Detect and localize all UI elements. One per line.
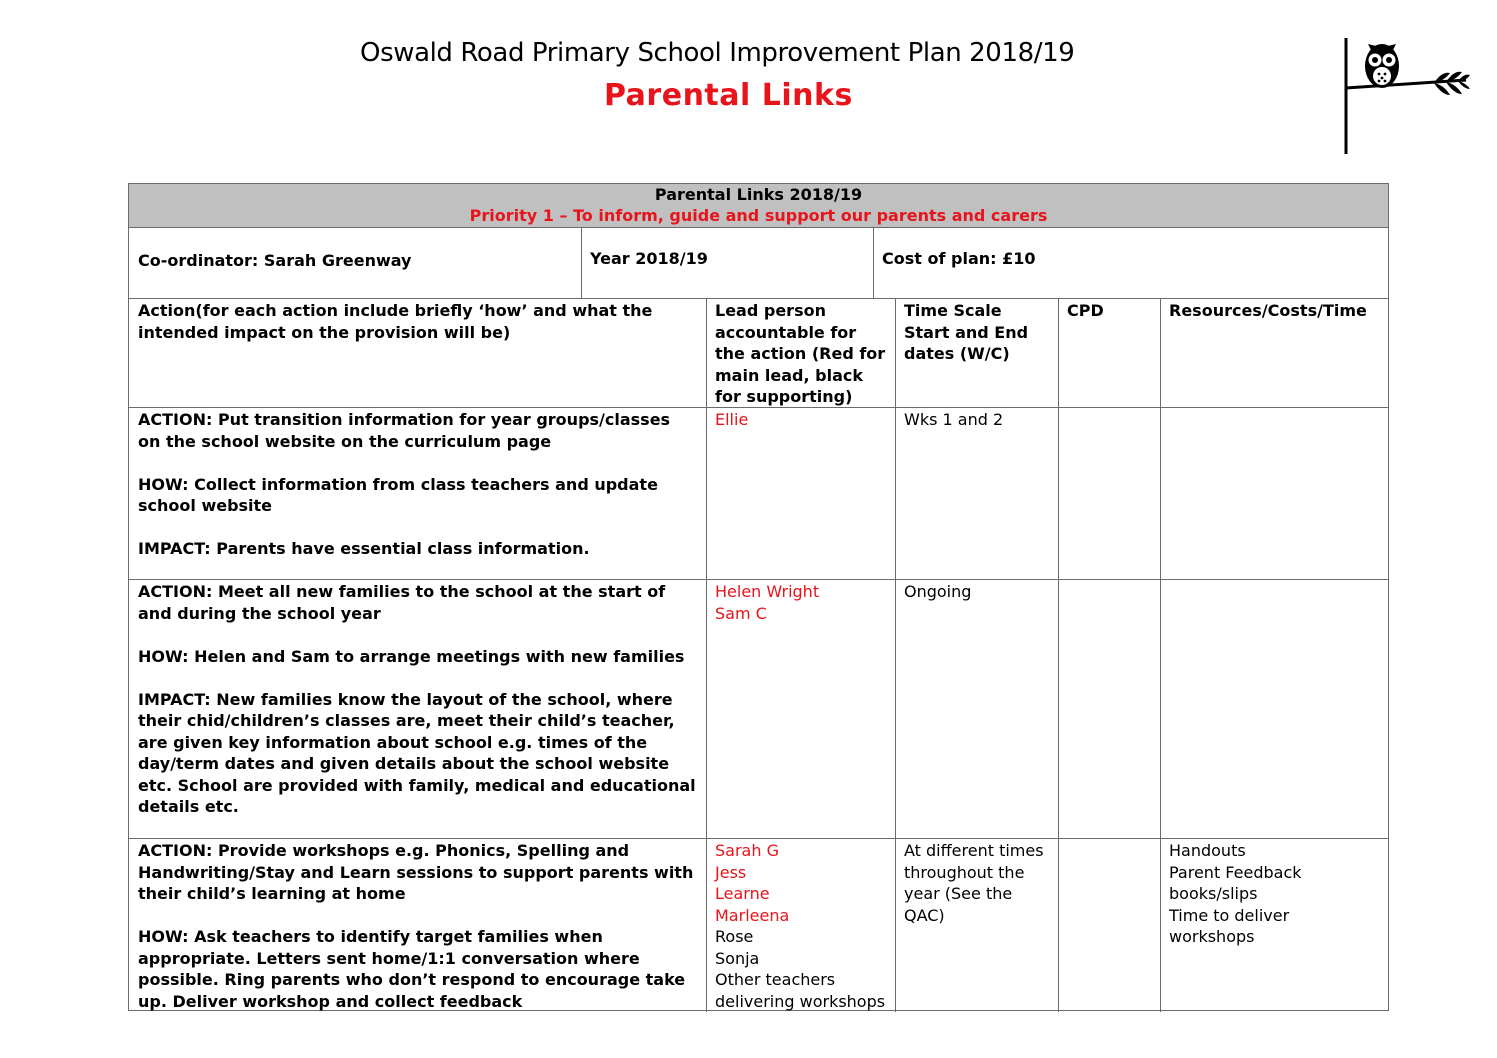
table-row-action [129, 409, 706, 560]
lead-support: Rose [715, 927, 754, 946]
how-text: HOW: Helen and Sam to arrange meetings with new families [138, 646, 685, 666]
table-header-priority: Priority 1 – To inform, guide and support our parents and carers [469, 206, 1048, 225]
timescale-cell: Ongoing [904, 582, 972, 601]
cost-label: Cost of plan: £10 [882, 249, 1036, 268]
lead-support: Other teachers delivering workshops [715, 970, 886, 1011]
lead-main: Marleena [715, 905, 790, 925]
lead-main: Helen Wright [715, 582, 820, 601]
column-header-timescale: Time Scale Start and End dates (W/C) [904, 301, 1029, 363]
year-cell [581, 248, 873, 270]
action-text: ACTION: Put transition information for year groups/classes on the school website on the curriculum page [138, 410, 671, 451]
lead-cell [706, 409, 895, 431]
lead-main: Jess [715, 862, 747, 882]
table-header [129, 184, 1388, 228]
lead-cell [706, 840, 895, 1012]
page-title: Oswald Road Primary School Improvement Plan 2018/19 [360, 38, 1075, 68]
lead-main: Sam C [715, 603, 767, 623]
impact-text: IMPACT: New families know the layout of the school, where their chid/children’s classes are, meet their child’s teacher, are given key information about school e.g. times of the day/term dates and given details about the school website etc. School are provided with family, medical and educational details etc. [138, 689, 696, 816]
cost-cell [873, 248, 1388, 270]
lead-cell [706, 581, 895, 624]
coordinator-label: Co-ordinator: Sarah Greenway [138, 251, 412, 270]
impact-text: IMPACT: Parents have essential class information. [138, 539, 590, 558]
year-label: Year 2018/19 [590, 249, 708, 268]
page-subtitle: Parental Links [604, 78, 853, 113]
table-row-action [129, 840, 706, 1012]
improvement-plan-table [128, 183, 1389, 1011]
action-text: ACTION: Provide workshops e.g. Phonics, Spelling and Handwriting/Stay and Learn sessions to support parents with their child’s learning at home [138, 841, 694, 903]
lead-main: Sarah G [715, 841, 779, 860]
coordinator-cell [129, 250, 581, 272]
table-header-title: Parental Links 2018/19 [654, 185, 863, 204]
lead-support: Sonja [715, 948, 760, 968]
timescale-cell: At different times throughout the year (See the QAC) [904, 841, 1044, 925]
resource-item: Parent Feedback books/slips [1169, 862, 1302, 903]
lead-main: Ellie [715, 410, 749, 429]
column-header-action: Action(for each action include briefly ‘how’ and what the intended impact on the provision will be) [138, 301, 653, 342]
timescale-cell: Wks 1 and 2 [904, 410, 1004, 429]
lead-main: Learne [715, 884, 770, 903]
table-row-action [129, 581, 706, 818]
resource-item: Time to deliver workshops [1169, 905, 1290, 946]
action-text: ACTION: Meet all new families to the school at the start of and during the school year [138, 582, 666, 623]
column-header-resources: Resources/Costs/Time [1169, 301, 1367, 320]
column-header-cpd: CPD [1067, 301, 1104, 320]
resource-item: Handouts [1169, 841, 1246, 860]
resources-cell [1160, 840, 1388, 948]
how-text: HOW: Ask teachers to identify target families when appropriate. Letters sent home/1:1 conversation where possible. Ring parents who don’t respond to encourage take up. Deliver workshop and collect feedback [138, 927, 686, 1011]
how-text: HOW: Collect information from class teachers and update school website [138, 474, 658, 515]
column-header-lead: Lead person accountable for the action (Red for main lead, black for supporting) [715, 301, 886, 406]
owl-logo-icon [1338, 36, 1478, 158]
